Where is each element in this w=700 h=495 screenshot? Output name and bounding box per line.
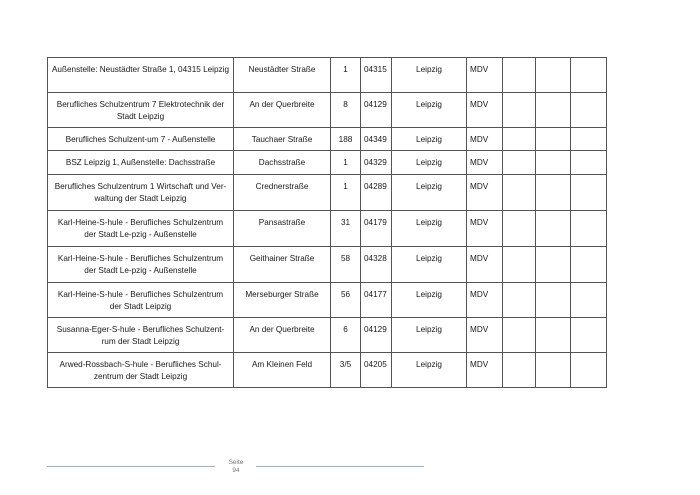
table-row	[48, 93, 607, 128]
house-number-cell: 188	[331, 128, 361, 151]
table-row	[48, 318, 607, 353]
empty-cell	[503, 175, 536, 211]
empty-cell	[571, 128, 607, 151]
empty-cell	[571, 318, 607, 353]
school-name-cell: Karl-Heine-S-hule - Berufliches Schulzentrum der Stadt Le-pzig - Außenstelle	[48, 211, 234, 247]
city-cell: Leipzig	[392, 318, 467, 353]
street-cell: Merseburger Straße	[234, 283, 331, 318]
zip-cell: 04129	[361, 318, 392, 353]
empty-cell	[536, 353, 571, 388]
empty-cell	[503, 211, 536, 247]
empty-cell	[571, 283, 607, 318]
house-number-cell: 1	[331, 175, 361, 211]
footer-divider-left	[47, 466, 215, 467]
school-name-cell: Arwed-Rossbach-S-hule - Berufliches Schul-zentrum der Stadt Leipzig	[48, 353, 234, 388]
street-cell: Neustädter Straße	[234, 58, 331, 93]
street-cell: Tauchaer Straße	[234, 128, 331, 151]
house-number-cell: 3/5	[331, 353, 361, 388]
city-cell: Leipzig	[392, 128, 467, 151]
page-label: Seite	[228, 459, 244, 466]
schools-table	[47, 57, 607, 388]
school-name-cell: Außenstelle: Neustädter Straße 1, 04315 Leipzig	[48, 58, 234, 93]
house-number-cell: 31	[331, 211, 361, 247]
street-cell: An der Querbreite	[234, 93, 331, 128]
empty-cell	[571, 247, 607, 283]
house-number-cell: 58	[331, 247, 361, 283]
network-cell: MDV	[467, 318, 503, 353]
school-name-cell: Karl-Heine-S-hule - Berufliches Schulzentrum der Stadt Le-pzig - Außenstelle	[48, 247, 234, 283]
network-cell: MDV	[467, 93, 503, 128]
network-cell: MDV	[467, 353, 503, 388]
table-row	[48, 247, 607, 283]
empty-cell	[503, 151, 536, 175]
empty-cell	[571, 353, 607, 388]
empty-cell	[571, 175, 607, 211]
empty-cell	[503, 128, 536, 151]
table-row	[48, 283, 607, 318]
house-number-cell: 1	[331, 58, 361, 93]
city-cell: Leipzig	[392, 247, 467, 283]
table-row	[48, 151, 607, 175]
house-number-cell: 1	[331, 151, 361, 175]
table-row	[48, 128, 607, 151]
street-cell: Geithainer Straße	[234, 247, 331, 283]
network-cell: MDV	[467, 283, 503, 318]
city-cell: Leipzig	[392, 93, 467, 128]
network-cell: MDV	[467, 175, 503, 211]
house-number-cell: 6	[331, 318, 361, 353]
street-cell: An der Querbreite	[234, 318, 331, 353]
city-cell: Leipzig	[392, 283, 467, 318]
empty-cell	[536, 175, 571, 211]
network-cell: MDV	[467, 151, 503, 175]
school-name-cell: Susanna-Eger-S-hule - Berufliches Schulzent-rum der Stadt Leipzig	[48, 318, 234, 353]
street-cell: Pansastraße	[234, 211, 331, 247]
empty-cell	[571, 211, 607, 247]
school-name-cell: BSZ Leipzig 1, Außenstelle: Dachsstraße	[48, 151, 234, 175]
city-cell: Leipzig	[392, 353, 467, 388]
zip-cell: 04328	[361, 247, 392, 283]
zip-cell: 04205	[361, 353, 392, 388]
house-number-cell: 56	[331, 283, 361, 318]
network-cell: MDV	[467, 211, 503, 247]
street-cell: Am Kleinen Feld	[234, 353, 331, 388]
table-row	[48, 175, 607, 211]
empty-cell	[503, 247, 536, 283]
empty-cell	[503, 318, 536, 353]
empty-cell	[571, 58, 607, 93]
zip-cell: 04315	[361, 58, 392, 93]
city-cell: Leipzig	[392, 151, 467, 175]
empty-cell	[503, 93, 536, 128]
empty-cell	[536, 128, 571, 151]
table-row	[48, 353, 607, 388]
street-cell: Dachsstraße	[234, 151, 331, 175]
empty-cell	[536, 151, 571, 175]
zip-cell: 04177	[361, 283, 392, 318]
network-cell: MDV	[467, 128, 503, 151]
house-number-cell: 8	[331, 93, 361, 128]
city-cell: Leipzig	[392, 211, 467, 247]
empty-cell	[503, 283, 536, 318]
network-cell: MDV	[467, 58, 503, 93]
empty-cell	[571, 93, 607, 128]
footer-divider-right	[256, 466, 424, 467]
zip-cell: 04289	[361, 175, 392, 211]
empty-cell	[503, 58, 536, 93]
empty-cell	[536, 93, 571, 128]
table-row	[48, 211, 607, 247]
school-name-cell: Karl-Heine-S-hule - Berufliches Schulzentrum der Stadt Leipzig	[48, 283, 234, 318]
empty-cell	[536, 58, 571, 93]
zip-cell: 04179	[361, 211, 392, 247]
empty-cell	[536, 211, 571, 247]
city-cell: Leipzig	[392, 58, 467, 93]
empty-cell	[503, 353, 536, 388]
school-name-cell: Berufliches Schulzent-um 7 - Außenstelle	[48, 128, 234, 151]
network-cell: MDV	[467, 247, 503, 283]
zip-cell: 04349	[361, 128, 392, 151]
school-name-cell: Berufliches Schulzentrum 1 Wirtschaft und Ver-waltung der Stadt Leipzig	[48, 175, 234, 211]
empty-cell	[536, 283, 571, 318]
page-number: 94	[232, 467, 240, 474]
city-cell: Leipzig	[392, 175, 467, 211]
school-name-cell: Berufliches Schulzentrum 7 Elektrotechnik der Stadt Leipzig	[48, 93, 234, 128]
empty-cell	[571, 151, 607, 175]
empty-cell	[536, 318, 571, 353]
zip-cell: 04129	[361, 93, 392, 128]
zip-cell: 04329	[361, 151, 392, 175]
table-row	[48, 58, 607, 93]
empty-cell	[536, 247, 571, 283]
street-cell: Crednerstraße	[234, 175, 331, 211]
